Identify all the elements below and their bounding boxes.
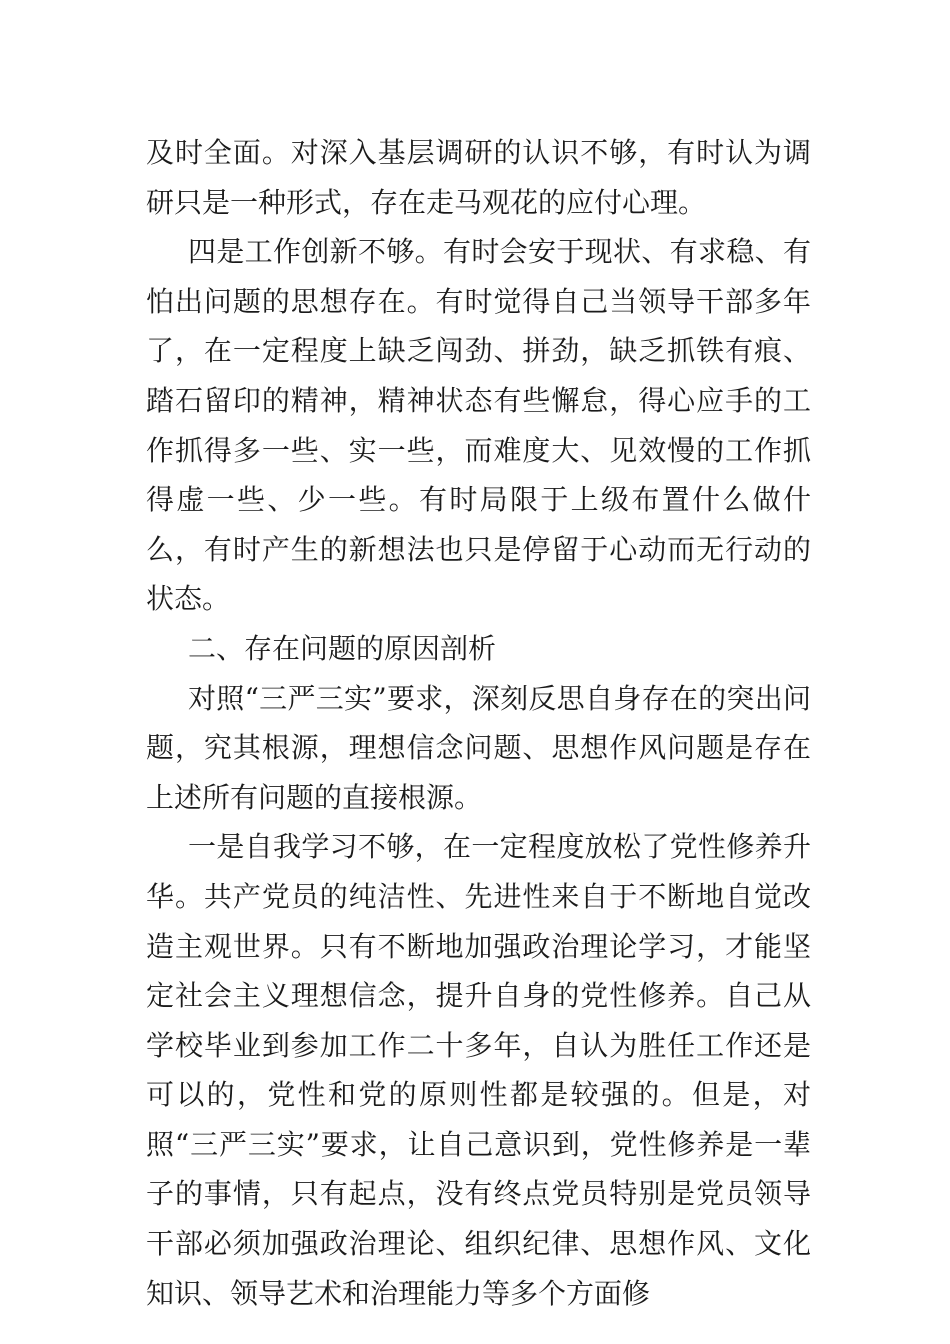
document-body: [146, 128, 811, 1318]
section-heading-cause-analysis: 二、存在问题的原因剖析: [188, 631, 497, 665]
paragraph-self-study-insufficient: 一是自我学习不够，在一定程度放松了党性修养升华。共产党员的纯洁性、先进性来自于不断地自觉改造主观世界。只有不断地加强政治理论学习，才能坚定社会主义理想信念，提升自身的党性修养。自己从学校毕业到参加工作二十多年，自认为胜任工作还是可以的，党性和党的原则性都是较强的。但是，对照“三严三实”要求，让自己意识到，党性修养是一辈子的事情，只有起点，没有终点党员特别是党员领导干部必须加强政治理论、组织纪律、思想作风、文化知识、领导艺术和治理能力等多个方面修: [146, 830, 811, 1310]
paragraph-innovation-insufficient: 四是工作创新不够。有时会安于现状、有求稳、有怕出问题的思想存在。有时觉得自己当领导干部多年了，在一定程度上缺乏闯劲、拼劲，缺乏抓铁有痕、踏石留印的精神，精神状态有些懈怠，得心应手的工作抓得多一些、实一些，而难度大、见效慢的工作抓得虚一些、少一些。有时局限于上级布置什么做什么，有时产生的新想法也只是停留于心动而无行动的状态。: [146, 235, 811, 616]
paragraph-research-continuation: 及时全面。对深入基层调研的认识不够，有时认为调研只是一种形式，存在走马观花的应付心理。: [146, 136, 811, 219]
paragraph-root-causes: 对照“三严三实”要求，深刻反思自身存在的突出问题，究其根源，理想信念问题、思想作风问题是存在上述所有问题的直接根源。: [146, 681, 811, 814]
